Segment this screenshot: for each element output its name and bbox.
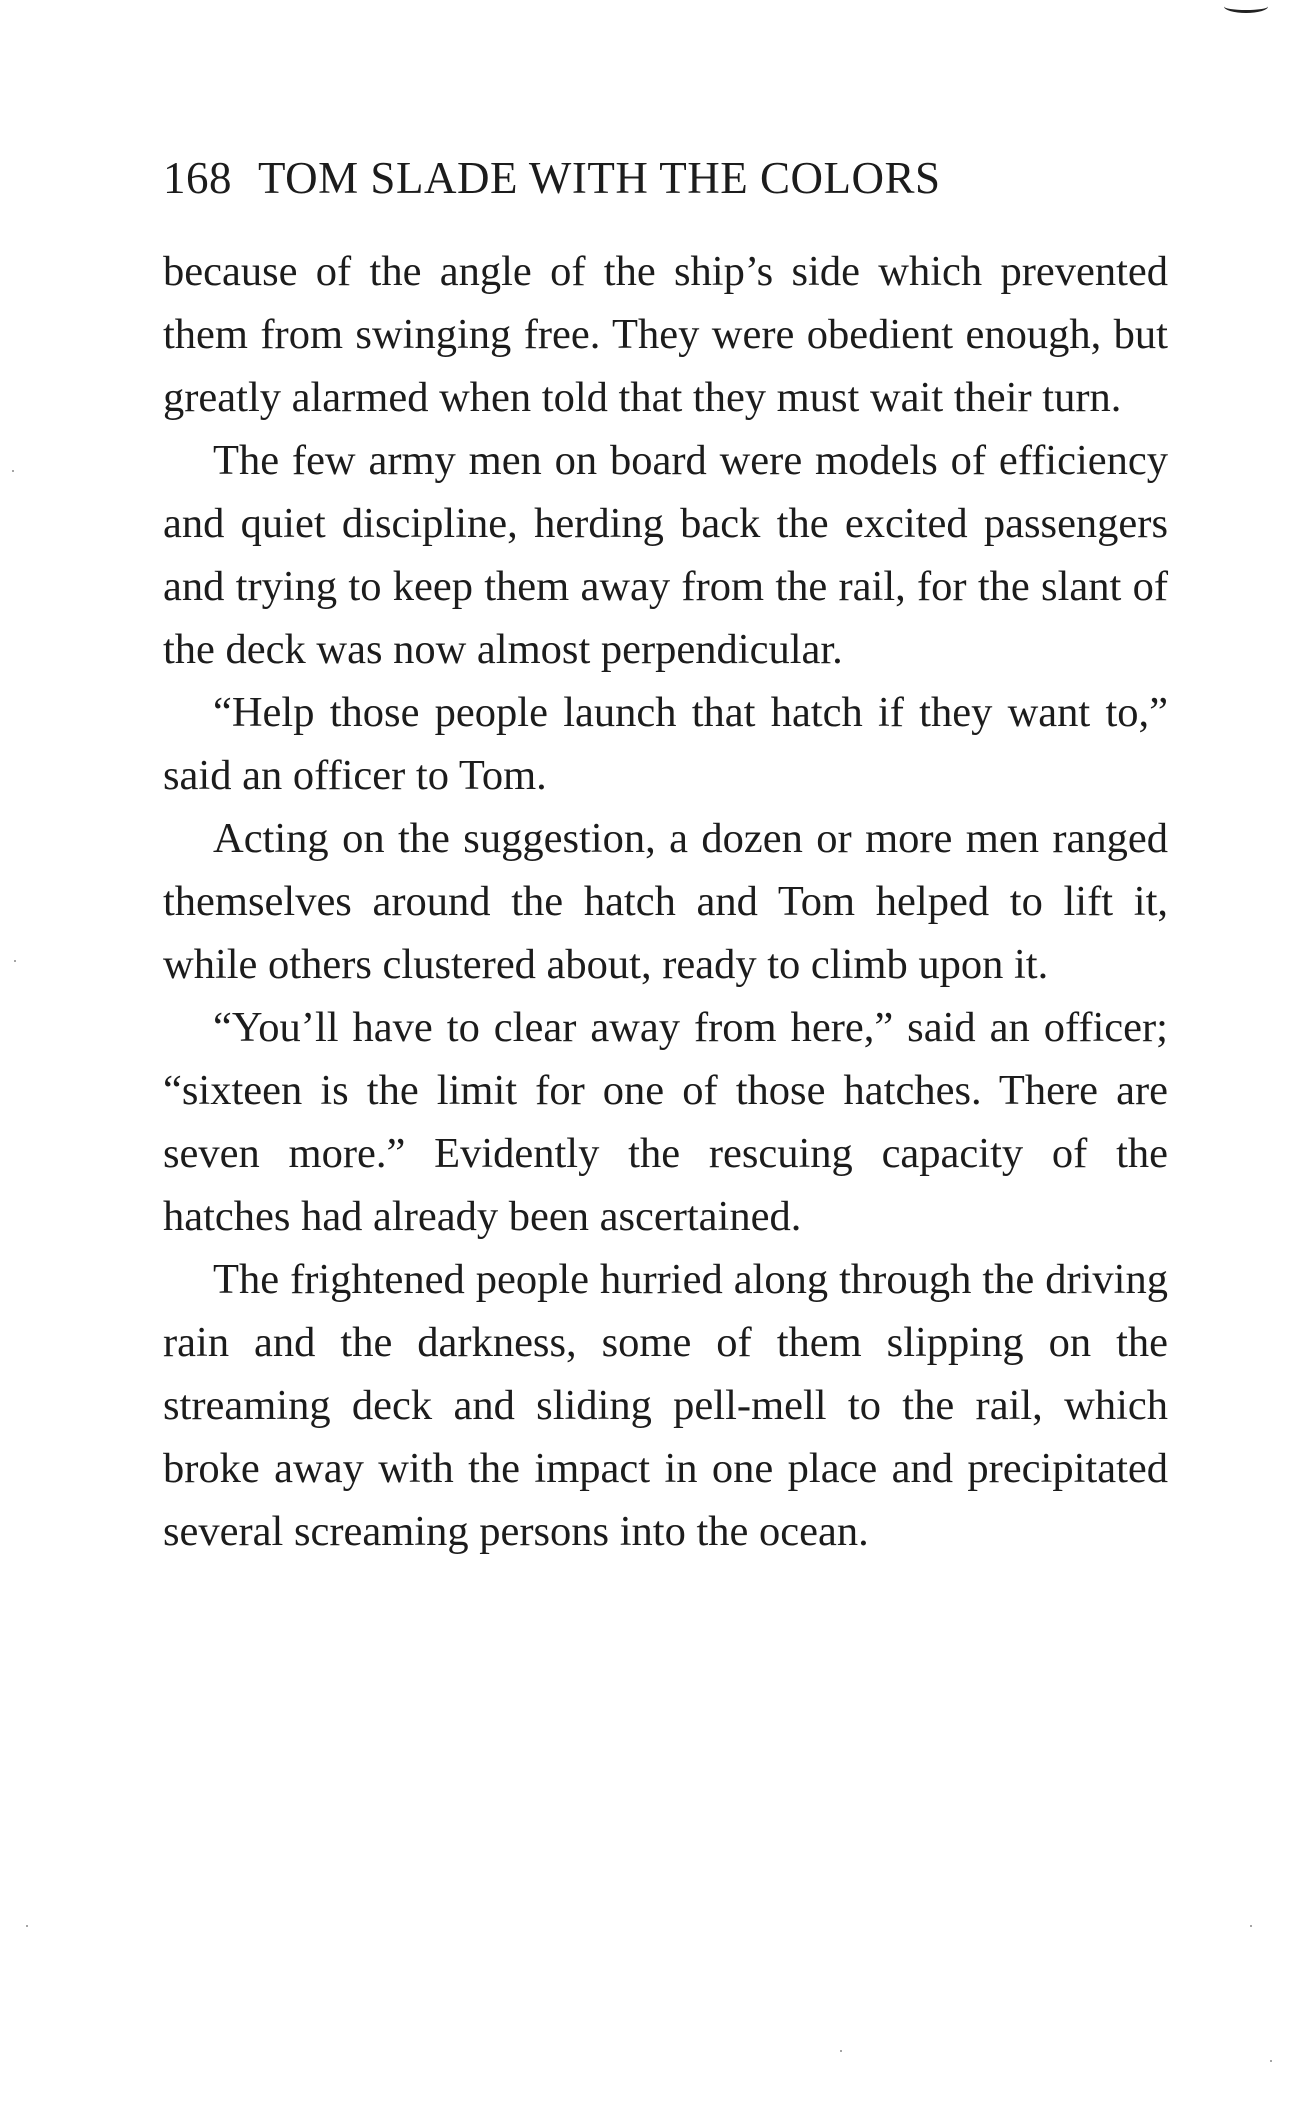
paragraph: Acting on the suggestion, a dozen or more men ranged themselves around the hatch and Tom helped to lift it, while others clustered about, ready to climb upon it. (163, 815, 1168, 988)
paper-speck (1250, 1925, 1252, 1927)
running-title: TOM SLADE WITH THE COLORS (258, 153, 941, 203)
paragraph-continued: because of the angle of the ship’s side which prevented them from swinging free. They were obedient enough, but greatly alarmed when told that they must wait their turn. (163, 248, 1168, 421)
page-corner-mark (1224, 0, 1268, 13)
paragraph: The few army men on board were models of efficiency and quiet discipline, herding back the excited passengers and trying to keep them away from the rail, for the slant of the deck was now almost perpendicular. (163, 437, 1168, 673)
page-number: 168 (163, 153, 232, 203)
paragraph: “You’ll have to clear away from here,” said an officer; “sixteen is the limit for one of those hatches. There are seven more.” Evidently the rescuing capacity of the hatches had already been ascertained. (163, 1004, 1168, 1240)
paper-speck (26, 1925, 28, 1927)
paper-speck (14, 960, 16, 962)
paragraph: The frightened people hurried along through the driving rain and the darkness, some of them slipping on the streaming deck and sliding pell-mell to the rail, which broke away with the impact in one place and precipitated several screaming persons into the ocean. (163, 1256, 1168, 1555)
paper-speck (12, 470, 14, 472)
paper-speck (840, 2050, 842, 2052)
paper-speck (1270, 2060, 1272, 2062)
running-head (163, 150, 941, 206)
body-text (163, 240, 1168, 1563)
paragraph: “Help those people launch that hatch if they want to,” said an officer to Tom. (163, 689, 1168, 799)
